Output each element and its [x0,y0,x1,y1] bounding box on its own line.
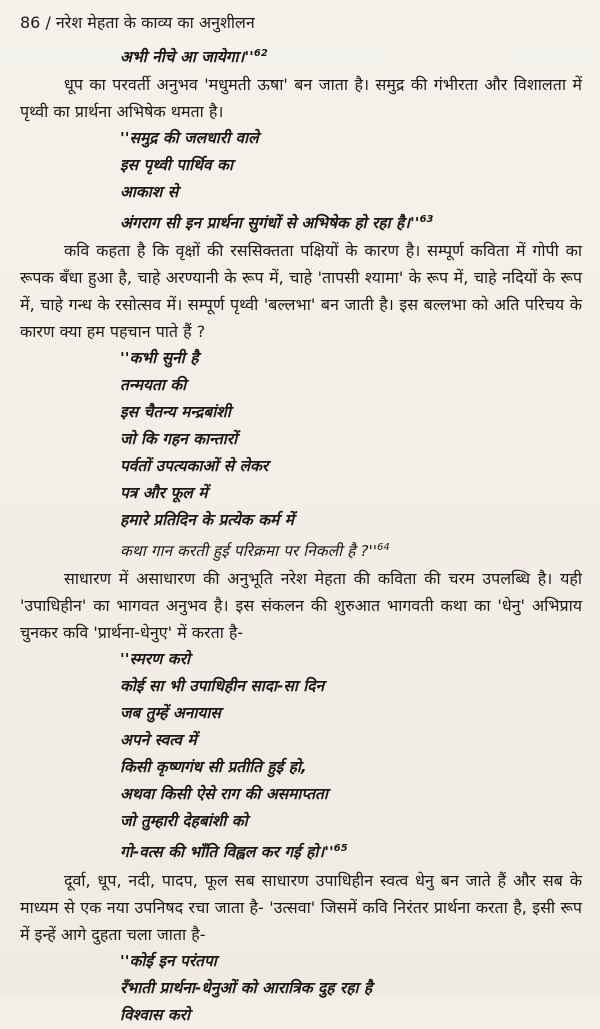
footnote-marker: 63 [419,214,434,226]
verse-quote-64 [20,345,582,565]
paragraph-3: साधारण में असाधारण की अनुभूति नरेश मेहता की कविता की चरम उपलब्धि है। यही 'उपाधिहीन' का भागवत अनुभव है। इस संकलन की शुरुआत भागवती कथा का 'धेनु' अभिप्राय चुनकर कवि 'प्रार्थना-धेनुए' में करता है- [20,569,582,643]
verse-line: हमारे प्रतिदिन के प्रत्येक कर्म में [120,511,294,530]
verse-line: ''स्मरण करो [120,650,190,669]
verse-line: जो कि गहन कान्तारों [120,430,238,449]
book-title: नरेश मेहता के काव्य का अनुशीलन [55,13,255,32]
header-separator: / [40,13,56,32]
verse-line: गो-वत्स की भाँति विह्वल कर गई हो।''$^{65}$ [120,843,348,862]
verse-quote-65 [20,646,582,866]
verse-line: रँभाती प्रार्थना-धेनुओं को आरात्रिक दुह रहा है [120,978,373,997]
verse-line: कोई सा भी उपाधिहीन सादा-सा दिन [120,677,325,696]
verse-line: ''कोई इन परंतपा [120,951,217,970]
footnote-marker: 65 [333,843,348,855]
paragraph-4: दूर्वा, धूप, नदी, पादप, फूल सब साधारण उपाधिहीन स्वत्व धेनु बन जाते हैं और सब के माध्यम से एक नया उपनिषद रचा जाता है- 'उत्सवा' जिसमें कवि निरंतर प्रार्थना करता है, इसी रूप में इन्हें आगे दुहता चला जाता है- [20,870,582,944]
verse-quote-63 [20,125,582,237]
verse-line: विश्वास करो [120,1005,190,1024]
verse-quote-62 [20,40,582,71]
paragraph-1: धूप का परवर्ती अनुभव 'मधुमती ऊषा' बन जाता है। समुद्र की गंभीरता और विशालता में पृथ्वी का प्रार्थना अभिषेक थमता है। [20,75,582,122]
verse-line: आकाश से [120,183,179,202]
verse-line: तन्मयता की [120,376,187,395]
verse-line: पत्र और फूल में [120,484,208,503]
verse-line: जब तुम्हें अनायास [120,704,221,723]
footnote-marker: 64 [377,542,390,554]
verse-line: कथा गान करती हुई परिक्रमा पर निकली है ?''$^{64}$ [120,542,390,561]
verse-line: पर्वतों उपत्यकाओं से लेकर [120,457,269,476]
verse-line: अंगराग सी इन प्रार्थना सुगंधों से अभिषेक हो रहा है।''$^{63}$ [120,214,434,233]
page-number: 86 [20,13,41,32]
paragraph-2: कवि कहता है कि वृक्षों की रससिक्तता पक्षियों के कारण है। सम्पूर्ण कविता में गोपी का रूपक बँधा हुआ है, चाहे अरण्यानी के रूप में, चाहे 'तापसी श्यामा' के रूप में, चाहे नदियों के रूप में, चाहे गन्ध के रसोत्सव में। सम्पूर्ण पृथ्वी 'बल्लभा' बन जाती है। इस बल्लभा को अति परिचय के कारण क्या हम पहचान पाते हैं ? [20,241,582,342]
running-header [20,12,582,34]
verse-line: इस पृथ्वी पार्थिव का [120,156,233,175]
verse-line: जो तुम्हारी देहबांशी को [120,812,248,831]
footnote-marker: 62 [253,48,268,59]
verse-line: किसी कृष्णगंध सी प्रतीति हुई हो, [120,758,307,777]
verse-quote-66 [20,948,582,1029]
verse-line: ''कभी सुनी है [120,349,199,368]
verse-line: अभी नीचे आ जायेगा।''$^{62}$ [120,48,268,67]
verse-line: इस चैतन्य मन्द्रबांशी [120,403,231,422]
verse-line: ''समुद्र की जलधारी वाले [120,129,259,148]
verse-line: अथवा किसी ऐसे राग की असमाप्तता [120,785,328,804]
verse-line: अपने स्वत्व में [120,731,197,750]
